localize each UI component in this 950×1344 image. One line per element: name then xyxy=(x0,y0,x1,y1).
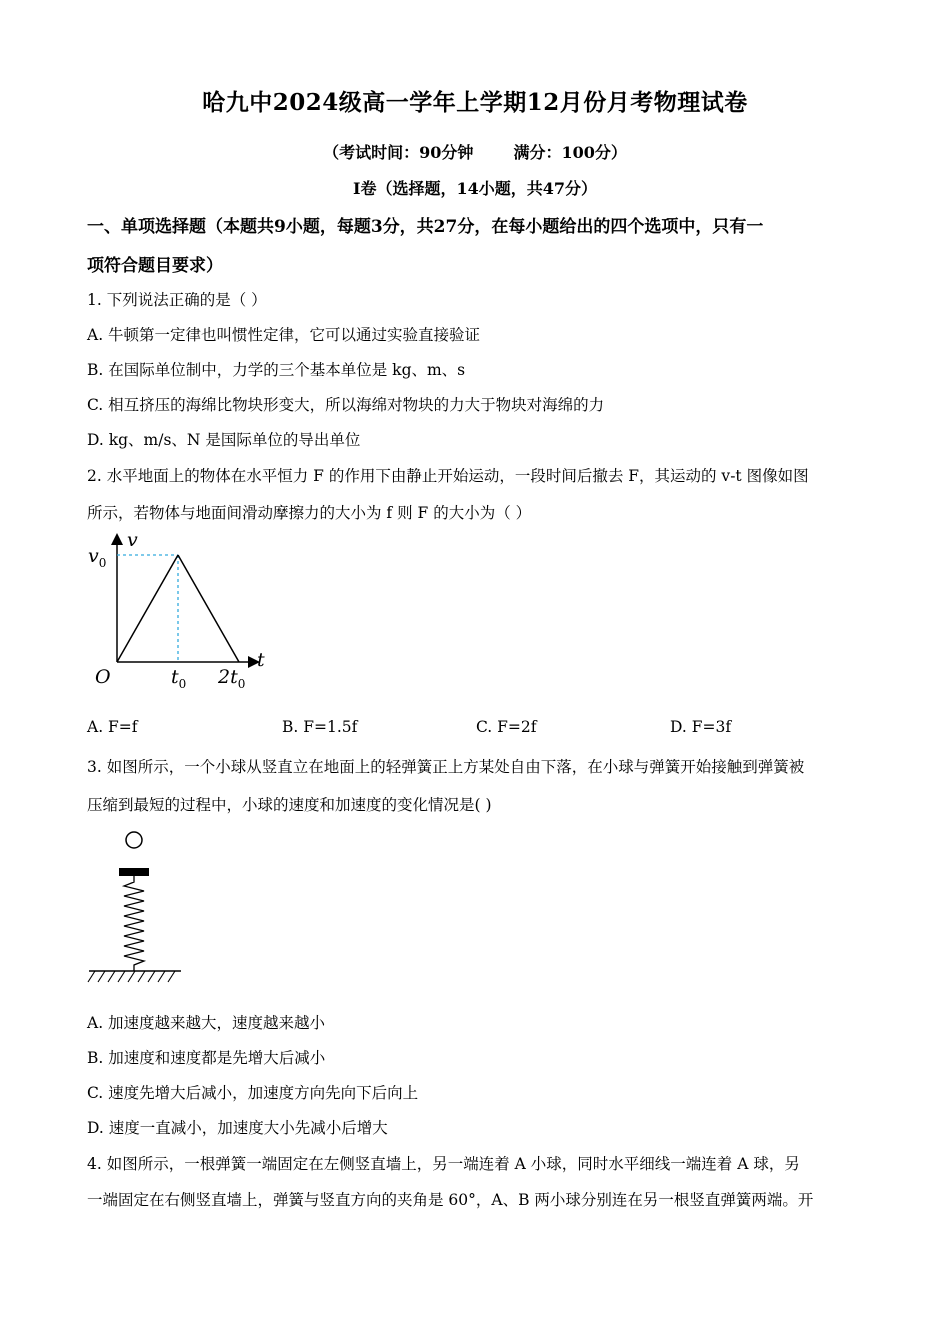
q1-stem: 1. 下列说法正确的是（ ） xyxy=(87,291,267,309)
q2-option-a: A. F=f xyxy=(87,718,138,736)
q2-option-c: C. F=2f xyxy=(476,718,537,736)
volume-label: I卷（选择题，14小题，共47分） xyxy=(352,179,598,198)
t0-subscript: 0 xyxy=(178,677,187,691)
y-axis-label: v xyxy=(127,529,138,551)
q3-option-b: B. 加速度和速度都是先增大后减小 xyxy=(87,1049,326,1067)
exam-score: 满分：100分） xyxy=(513,143,627,162)
q2-vt-graph xyxy=(85,526,285,696)
q3-option-d: D. 速度一直减小，加速度大小先减小后增大 xyxy=(87,1119,388,1137)
q1-option-b: B. 在国际单位制中，力学的三个基本单位是 kg、m、s xyxy=(87,361,466,379)
q3-option-c: C. 速度先增大后减小，加速度方向先向下后向上 xyxy=(87,1084,419,1102)
svg-text:2t0 xyxy=(217,666,245,691)
exam-title: 哈九中2024级高一学年上学期12月份月考物理试卷 xyxy=(202,89,748,116)
q2-option-d: D. F=3f xyxy=(670,718,732,736)
2t0-subscript: 0 xyxy=(237,677,246,691)
q2-stem-cont: 所示，若物体与地面间滑动摩擦力的大小为 f 则 F 的大小为（ ） xyxy=(87,504,532,522)
2t0-label: 2t xyxy=(218,666,238,688)
origin-label: O xyxy=(95,666,111,688)
x-axis-label: t xyxy=(257,649,265,671)
v0-subscript: 0 xyxy=(98,556,107,570)
svg-text:v0 xyxy=(88,545,106,570)
q3-spring-diagram xyxy=(85,826,195,991)
q2-option-b: B. F=1.5f xyxy=(282,718,358,736)
v0-label: v xyxy=(88,545,99,567)
q3-stem-cont: 压缩到最短的过程中，小球的速度和加速度的变化情况是( ) xyxy=(87,796,492,814)
section-heading: 一、单项选择题（本题共9小题，每题3分，共27分，在每小题给出的四个选项中，只有一 xyxy=(87,217,764,237)
svg-text:t0 xyxy=(171,666,186,691)
exam-info xyxy=(0,140,950,163)
exam-time: （考试时间：90分钟 xyxy=(323,143,474,162)
ball xyxy=(126,832,142,848)
ground-hatching xyxy=(88,971,175,982)
accel-segment xyxy=(117,555,178,662)
t0-label: t xyxy=(171,666,179,688)
spring-top-plate xyxy=(119,868,149,876)
q1-option-d: D. kg、m/s、N 是国际单位的导出单位 xyxy=(87,431,361,449)
decel-segment xyxy=(178,555,239,662)
q2-stem: 2. 水平地面上的物体在水平恒力 F 的作用下由静止开始运动，一段时间后撤去 F，其运动的 v-t 图像如图 xyxy=(87,467,809,485)
q3-option-a: A. 加速度越来越大，速度越来越小 xyxy=(87,1014,326,1032)
section-heading-cont: 项符合题目要求） xyxy=(87,256,223,276)
q4-stem-cont: 一端固定在右侧竖直墙上，弹簧与竖直方向的夹角是 60°，A、B 两小球分别连在另一根竖直弹簧两端。开 xyxy=(87,1191,814,1209)
q1-option-c: C. 相互挤压的海绵比物块形变大，所以海绵对物块的力大于物块对海绵的力 xyxy=(87,396,605,414)
q3-stem: 3. 如图所示，一个小球从竖直立在地面上的轻弹簧正上方某处自由下落，在小球与弹簧开始接触到弹簧被 xyxy=(87,758,805,776)
spring-coil xyxy=(124,876,144,971)
q4-stem: 4. 如图所示，一根弹簧一端固定在左侧竖直墙上，另一端连着 A 小球，同时水平细线一端连着 A 球，另 xyxy=(87,1155,800,1173)
q1-option-a: A. 牛顿第一定律也叫惯性定律，它可以通过实验直接验证 xyxy=(87,326,481,344)
